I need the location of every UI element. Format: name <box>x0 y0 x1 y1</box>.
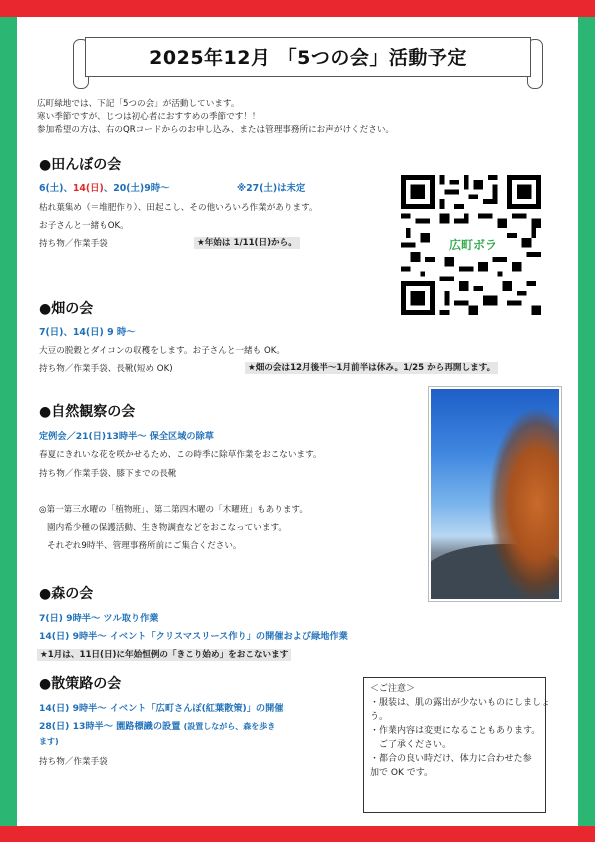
tanbo-dates-red: 14(日) <box>72 183 104 194</box>
hatake-bring: 持ち物／作業手袋、長靴(短め OK) <box>39 364 173 374</box>
shizen-heading: ●自然観察の会 <box>39 404 136 420</box>
tanbo-note: ※27(土)は未定 <box>237 183 306 194</box>
tanbo-bring: 持ち物／作業手袋 <box>39 239 108 249</box>
tanbo-heading: ●田んぼの会 <box>39 157 122 173</box>
qr-code[interactable] <box>401 175 541 315</box>
hatake-line-1: 大豆の脱穀とダイコンの収穫をします。お子さんと一緒も OK。 <box>39 346 285 356</box>
sansaku-line-2 <box>39 721 275 732</box>
tanbo-dates-a: 6(土)、 <box>39 183 73 194</box>
intro-line-1: 広町緑地では、下記「5つの会」が活動しています。 <box>37 99 240 109</box>
caution-line-6: 加で OK です。 <box>370 767 433 778</box>
mori-line-1: 7(日) 9時半～ ツル取り作業 <box>39 613 159 624</box>
sansaku-line-2b: (設置しながら、森を歩き <box>183 722 276 731</box>
title-banner <box>73 37 543 85</box>
autumn-tree-photo <box>429 387 561 601</box>
hatake-dates: 7(日)、14(日) 9 時～ <box>39 327 136 338</box>
hatake-heading: ●畑の会 <box>39 301 94 317</box>
caution-title: ＜ご注意＞ <box>370 684 416 694</box>
intro-line-2: 寒い季節ですが、じつは初心者におすすめの季節です！！ <box>37 112 261 122</box>
tanbo-line-1: 枯れ葉集め（＝堆肥作り）、田起こし、その他いろいろ作業があります。 <box>39 203 318 213</box>
caution-line-2: う。 <box>370 711 389 722</box>
sansaku-line-3: ます) <box>39 737 59 746</box>
sansaku-line-2a: 28(日) 13時半～ 園路標識の設置 <box>39 721 181 732</box>
mori-heading: ●森の会 <box>39 586 94 602</box>
caution-line-3: ・作業内容は変更になることもあります。 <box>370 725 541 736</box>
hatake-notice: ★畑の会は12月後半～1月前半は休み。1/25 から再開します。 <box>245 362 498 374</box>
shizen-extra-1: ◎第一第三水曜の「植物班」、第二第四木曜の「木曜班」もあります。 <box>39 505 308 515</box>
tanbo-newyear: ★年始は 1/11(日)から。 <box>194 237 300 249</box>
tanbo-dates <box>39 183 169 194</box>
shizen-bring: 持ち物／作業手袋、膝下までの長靴 <box>39 469 177 479</box>
caution-box <box>363 677 551 813</box>
mori-line-2: 14(日) 9時半～ イベント「クリスマスリース作り」の開催および緑地作業 <box>39 631 348 642</box>
shizen-line-1: 春夏にきれいな花を咲かせるため、この時季に除草作業をおこないます。 <box>39 450 322 460</box>
flyer-content <box>17 17 578 826</box>
tanbo-line-2: お子さんと一緒もOK。 <box>39 221 129 231</box>
tanbo-dates-b: 、20(土)9時～ <box>103 183 170 194</box>
photo-tree <box>489 409 561 599</box>
sansaku-line-1: 14(日) 9時半～ イベント「広町さんぽ(紅葉散策)」の開催 <box>39 703 284 714</box>
shizen-extra-2: 園内希少種の保護活動、生き物調査などをおこなっています。 <box>47 523 287 533</box>
qr-label: 広町ボラ <box>443 234 503 256</box>
sansaku-bring: 持ち物／作業手袋 <box>39 757 108 767</box>
shizen-extra-3: それぞれ9時半、管理事務所前にご集合ください。 <box>47 541 242 551</box>
caution-line-4: ご了承ください。 <box>370 739 452 750</box>
caution-line-1: ・服装は、肌の露出が少ないものにしましょ <box>370 697 551 708</box>
intro-line-3: 参加希望の方は、右のQRコードからのお申し込み、または管理事務所にお声がけください。 <box>37 125 395 135</box>
page-title: 2025年12月 「5つの会」活動予定 <box>149 47 467 69</box>
shizen-dates: 定例会／21(日)13時半～ 保全区域の除草 <box>39 431 214 442</box>
sansaku-heading: ●散策路の会 <box>39 676 122 692</box>
mori-notice: ★1月は、11日(日)に年始恒例の「きこり始め」をおこないます <box>37 649 291 661</box>
caution-line-5: ・都合の良い時だけ、体力に合わせた参 <box>370 753 532 764</box>
